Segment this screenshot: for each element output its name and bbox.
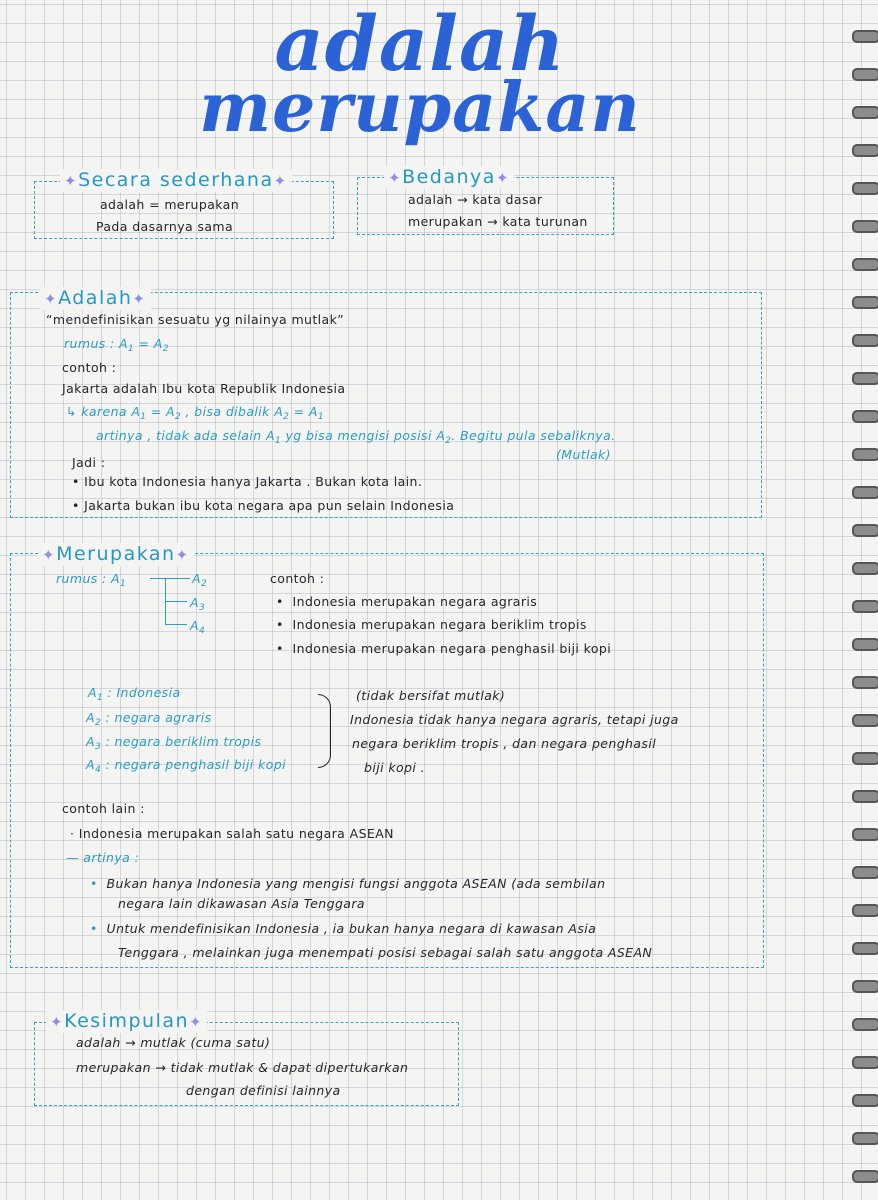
contoh-item: • Indonesia merupakan negara agraris xyxy=(276,594,538,609)
sparkle-icon: ✦ xyxy=(42,546,57,564)
label-merupakan: ✦Merupakan✦ xyxy=(38,543,194,566)
binding-ring xyxy=(852,638,878,651)
def-a4: $A_4$ : negara penghasil biji kopi xyxy=(86,757,286,775)
merupakan-contoh: contoh : xyxy=(270,571,325,586)
bedanya-line-2: merupakan → kata turunan xyxy=(408,214,588,229)
binding-ring xyxy=(852,486,878,499)
binding-ring xyxy=(852,562,878,575)
binding-ring xyxy=(852,752,878,765)
label-adalah: ✦Adalah✦ xyxy=(40,287,151,310)
lain-artinya: — artinya : xyxy=(66,850,140,865)
sparkle-icon: ✦ xyxy=(189,1013,204,1031)
binding-ring xyxy=(852,448,878,461)
binding-ring xyxy=(852,1056,878,1069)
contoh-lain: contoh lain : xyxy=(62,801,145,816)
kesimpulan-line-2: merupakan → tidak mutlak & dapat dipertukarkan xyxy=(76,1060,409,1075)
adalah-karena: ↳ karena $A_1 = A_2$ , bisa dibalik $A_2 = A_1$ xyxy=(66,404,324,422)
binding-ring xyxy=(852,30,878,43)
sparkle-icon: ✦ xyxy=(175,546,190,564)
branch-a2: $A_2$ xyxy=(192,571,208,589)
adalah-contoh: contoh : xyxy=(62,360,117,375)
title-line-1: adalah xyxy=(274,0,566,88)
binding-ring xyxy=(852,106,878,119)
label-secara-sederhana: ✦Secara sederhana✦ xyxy=(60,169,292,192)
binding-ring xyxy=(852,676,878,689)
branch-line xyxy=(150,578,190,579)
binding-ring xyxy=(852,866,878,879)
sparkle-icon: ✦ xyxy=(495,169,511,187)
branch-a4: $A_4$ xyxy=(190,618,206,636)
sub-point: • Untuk mendefinisikan Indonesia , ia bukan hanya negara di kawasan Asia xyxy=(90,921,597,936)
note-line: Indonesia tidak hanya negara agraris, tetapi juga xyxy=(350,712,679,727)
binding-ring xyxy=(852,1018,878,1031)
binding-ring xyxy=(852,68,878,81)
sub-point: • Bukan hanya Indonesia yang mengisi fungsi anggota ASEAN (ada sembilan xyxy=(90,876,606,891)
binding-ring xyxy=(852,220,878,233)
binding-ring xyxy=(852,296,878,309)
note-line: negara beriklim tropis , dan negara penghasil xyxy=(352,736,657,751)
merupakan-rumus: rumus : $A_1$ xyxy=(56,571,127,589)
binding-ring xyxy=(852,942,878,955)
binding-ring xyxy=(852,714,878,727)
branch-a3: $A_3$ xyxy=(190,595,206,613)
binding-ring xyxy=(852,1170,878,1183)
adalah-point-1: • Ibu kota Indonesia hanya Jakarta . Bukan kota lain. xyxy=(72,474,423,489)
adalah-artinya: artinya , tidak ada selain $A_1$ yg bisa mengisi posisi $A_2$. Begitu pula sebaliknya. xyxy=(96,428,616,446)
sparkle-icon: ✦ xyxy=(44,290,59,308)
kesimpulan-line-1: adalah → mutlak (cuma satu) xyxy=(76,1035,271,1050)
binding-ring xyxy=(852,1094,878,1107)
binding-ring xyxy=(852,904,878,917)
sparkle-icon: ✦ xyxy=(388,169,403,187)
contoh-item: • Indonesia merupakan negara beriklim tropis xyxy=(276,617,587,632)
sparkle-icon: ✦ xyxy=(273,172,288,190)
binding-ring xyxy=(852,144,878,157)
adalah-definition: “mendefinisikan sesuatu yg nilainya mutlak” xyxy=(46,312,345,327)
kesimpulan-line-3: dengan definisi lainnya xyxy=(186,1083,341,1098)
note-head: (tidak bersifat mutlak) xyxy=(356,688,506,703)
adalah-mutlak: (Mutlak) xyxy=(556,447,611,462)
binding-ring xyxy=(852,600,878,613)
binding-ring xyxy=(852,524,878,537)
binding-ring xyxy=(852,790,878,803)
def-a1: $A_1$ : Indonesia xyxy=(88,685,181,703)
binding-ring xyxy=(852,410,878,423)
label-kesimpulan: ✦Kesimpulan✦ xyxy=(46,1010,207,1033)
adalah-jadi: Jadi : xyxy=(72,455,106,470)
branch-line xyxy=(165,601,187,602)
sparkle-icon: ✦ xyxy=(64,172,79,190)
curly-brace xyxy=(318,694,331,768)
branch-line xyxy=(165,624,187,625)
note-line: biji kopi . xyxy=(364,760,425,775)
sparkle-icon: ✦ xyxy=(132,290,147,308)
adalah-point-2: • Jakarta bukan ibu kota negara apa pun selain Indonesia xyxy=(72,498,455,513)
bedanya-line-1: adalah → kata dasar xyxy=(408,192,543,207)
def-a3: $A_3$ : negara beriklim tropis xyxy=(86,734,262,752)
binding-ring xyxy=(852,980,878,993)
sparkle-icon: ✦ xyxy=(50,1013,65,1031)
sub-point-cont: negara lain dikawasan Asia Tenggara xyxy=(118,896,365,911)
binding-ring xyxy=(852,372,878,385)
binding-ring xyxy=(852,334,878,347)
binding-ring xyxy=(852,182,878,195)
binding-ring xyxy=(852,1132,878,1145)
lain-point: · Indonesia merupakan salah satu negara ASEAN xyxy=(70,826,394,841)
adalah-rumus: rumus : $A_1 = A_2$ xyxy=(64,336,169,354)
title-line-2: merupakan xyxy=(199,68,641,148)
sederhana-line-1: adalah = merupakan xyxy=(100,197,240,212)
def-a2: $A_2$ : negara agraris xyxy=(86,710,212,728)
sub-point-cont: Tenggara , melainkan juga menempati posisi sebagai salah satu anggota ASEAN xyxy=(118,945,653,960)
binding-ring xyxy=(852,828,878,841)
contoh-item: • Indonesia merupakan negara penghasil biji kopi xyxy=(276,641,612,656)
binding-ring xyxy=(852,258,878,271)
label-bedanya: ✦Bedanya✦ xyxy=(384,166,514,189)
sederhana-line-2: Pada dasarnya sama xyxy=(96,219,234,234)
adalah-example: Jakarta adalah Ibu kota Republik Indonesia xyxy=(62,381,346,396)
